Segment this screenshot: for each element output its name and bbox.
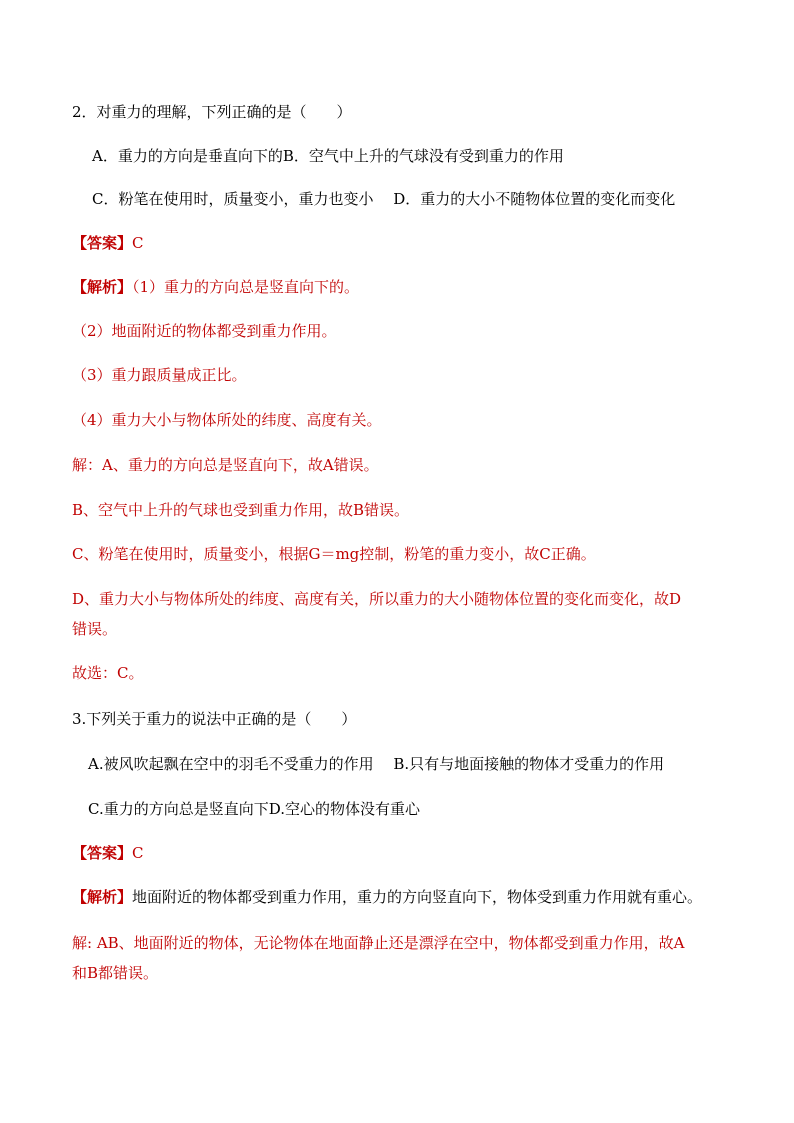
q2-analysis-1: （1）重力的方向总是竖直向下的。 xyxy=(132,278,360,296)
q3-answer-value: C xyxy=(132,844,144,862)
q3-answer-line xyxy=(72,843,144,863)
q2-analysis-2: （2）地面附近的物体都受到重力作用。 xyxy=(72,322,337,340)
q2-options-cd: C．粉笔在使用时，质量变小，重力也变小 D．重力的大小不随物体位置的变化而变化 xyxy=(92,190,676,208)
q2-analysis-3: （3）重力跟质量成正比。 xyxy=(72,366,247,384)
q2-answer-line xyxy=(72,233,144,253)
q2-analysis-4: （4）重力大小与物体所处的纬度、高度有关。 xyxy=(72,411,382,429)
q3-analysis-text: 地面附近的物体都受到重力作用，重力的方向竖直向下，物体受到重力作用就有重心。 xyxy=(132,888,703,906)
q2-answer-value: C xyxy=(132,234,144,252)
q2-solution-3: C、粉笔在使用时，质量变小，根据G＝mg控制，粉笔的重力变小，故C正确。 xyxy=(72,545,596,563)
q3-answer-tag: 【答案】 xyxy=(72,844,133,862)
q2-analysis-tag: 【解析】 xyxy=(72,278,133,296)
q3-solution-1a: 解: AB、地面附近的物体，无论物体在地面静止还是漂浮在空中，物体都受到重力作用，故A xyxy=(72,934,685,952)
q3-analysis-line xyxy=(72,887,702,907)
q2-analysis-line-1 xyxy=(72,277,359,297)
q2-choice: 故选：C。 xyxy=(72,664,144,682)
q3-options-cd: C.重力的方向总是竖直向下D.空心的物体没有重心 xyxy=(88,800,420,818)
q2-answer-tag: 【答案】 xyxy=(72,234,133,252)
q3-stem: 3.下列关于重力的说法中正确的是（ ） xyxy=(72,710,357,728)
q2-stem: 2．对重力的理解，下列正确的是（ ） xyxy=(72,103,352,121)
q3-options-ab: A.被风吹起飘在空中的羽毛不受重力的作用 B.只有与地面接触的物体才受重力的作用 xyxy=(88,755,665,773)
q2-solution-1: 解：A、重力的方向总是竖直向下，故A错误。 xyxy=(72,456,379,474)
q2-options-ab: A．重力的方向是垂直向下的B．空气中上升的气球没有受到重力的作用 xyxy=(92,147,564,165)
q2-solution-4b: 错误。 xyxy=(72,620,118,638)
q3-analysis-tag: 【解析】 xyxy=(72,888,133,906)
q2-solution-2: B、空气中上升的气球也受到重力作用，故B错误。 xyxy=(72,501,410,519)
q3-solution-1b: 和B都错误。 xyxy=(72,964,159,982)
q2-solution-4a: D、重力大小与物体所处的纬度、高度有关，所以重力的大小随物体位置的变化而变化，故D xyxy=(72,590,682,608)
